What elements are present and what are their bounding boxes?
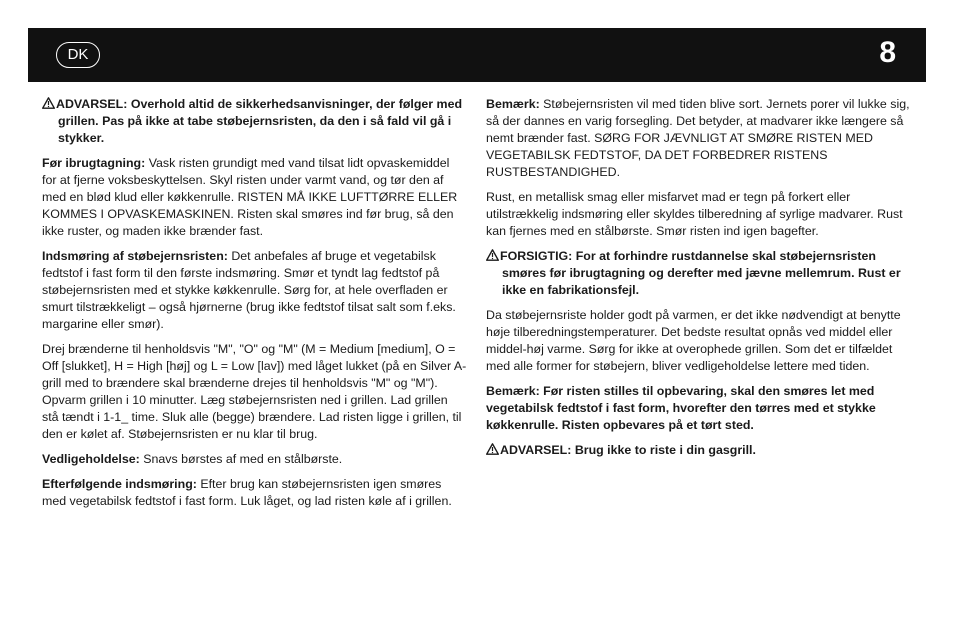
- note-title: Bemærk:: [486, 97, 540, 111]
- caution-label: FORSIGTIG:: [500, 249, 573, 263]
- maintenance-title: Vedligeholdelse:: [42, 452, 140, 466]
- caution-warning: [486, 248, 914, 299]
- before-use-title: Før ibrugtagning:: [42, 156, 146, 170]
- language-badge: DK: [56, 42, 100, 68]
- heat-paragraph: Da støbejernsriste holder godt på varmen, er det ikke nødvendigt at benytte høje tilberedningstemperaturer. Det bedste resultat opnås ved middel eller middel-høj varme. Sørg for ikke at overophede grillen. Som det er tilfældet med alle former for støbejern, bliver vedligeholdelse lettere med tiden.: [486, 308, 901, 373]
- note-section: [486, 96, 914, 181]
- maintenance-text: Snavs børstes af med en stålbørste.: [143, 452, 343, 466]
- seasoning-title: Indsmøring af støbejernsristen:: [42, 249, 228, 263]
- seasoning-section: [42, 248, 467, 333]
- warning-label: ADVARSEL:: [56, 97, 128, 111]
- before-use-section: [42, 155, 467, 240]
- warning-triangle-icon: [486, 442, 500, 459]
- left-column: [42, 96, 467, 518]
- warning-triangle-icon: [42, 96, 56, 113]
- warning-text: Overhold altid de sikkerhedsanvisninger, der følger med grillen. Pas på ikke at tabe støbejernsristen, da den i så fald vil gå i stykker.: [58, 97, 463, 145]
- header-bar: [28, 28, 926, 82]
- re-seasoning-title: Efterfølgende indsmøring:: [42, 477, 197, 491]
- page-number: 8: [879, 36, 896, 69]
- right-column: [486, 96, 914, 467]
- caution-text: For at forhindre rustdannelse skal støbejernsristen smøres før ibrugtagning og derefter med jævne mellemrum. Rust er ikke en fabrikationsfejl.: [502, 249, 901, 297]
- warning-triangle-icon: [486, 248, 500, 265]
- gas-warning-text: Brug ikke to riste i din gasgrill.: [574, 443, 756, 457]
- storage-note: Bemærk: Før risten stilles til opbevaring, skal den smøres let med vegetabilsk fedtstof i fast form, hvorefter den tørres med et stykke køkkenrulle. Risten opbevares på et tørt sted.: [486, 384, 876, 432]
- burners-paragraph: Drej brænderne til henholdsvis "M", "O" og "M" (M = Medium [medium], O = Off [slukket], H = High [høj] og L = Low [lav]) med låget lukket (på en Silver A-grill med to brændere skal brænderne drejes til henholdsvis "M" og "M"). Opvarm grillen i 10 minutter. Læg støbejernsristen ned i grillen. Lad grillen stå tændt i 1-1_ time. Sluk alle (begge) brændere. Lad risten ligge i grillen, til den er kølet af. Støbejernsristen er nu klar til brug.: [42, 342, 467, 441]
- gas-grill-warning: [486, 442, 914, 459]
- maintenance-section: [42, 451, 467, 468]
- re-seasoning-text: Efter brug kan støbejernsristen igen smøres med vegetabilsk fedtstof i fast form. Luk låget, og lad risten køle af i grillen.: [42, 477, 452, 508]
- seasoning-text: Det anbefales af bruge et vegetabilsk fedtstof i fast form til den første indsmøring. Smør et tyndt lag fedtstof på støbejernsristen med et stykke køkkenrulle. Sørg for, at hele overfladen er smurt tilstrækkeligt – også hjørnerne (brug ikke fedtstof tilsat salt som f.eks. margarine eller smør).: [42, 249, 456, 331]
- gas-warning-label: ADVARSEL:: [500, 443, 572, 457]
- before-use-text: Vask risten grundigt med vand tilsat lidt opvaskemiddel for at fjerne voksbeskyttelsen. Skyl risten under varmt vand, og tør den af med en blød klud eller køkkenrulle. RISTEN MÅ IKKE LUFTTØRRE ELLER KOMMES I OPVASKEMASKINEN. Risten skal smøres ind før brug, så den ikke ruster, og maden ikke brænder fast.: [42, 156, 458, 238]
- safety-warning: [42, 96, 467, 147]
- re-seasoning-section: [42, 476, 467, 510]
- note-text: Støbejernsristen vil med tiden blive sort. Jernets porer vil lukke sig, så der dannes en varig forsegling. Det betyder, at madvarer ikke længere så nemt brænder fast. SØRG FOR JÆVNLIGT AT SMØRE RISTEN MED VEGETABILSK FEDTSTOF, DA DET FORBEDRER RISTENS RUSTBESTANDIGHED.: [486, 97, 910, 179]
- rust-paragraph: Rust, en metallisk smag eller misfarvet mad er tegn på forkert eller utilstrækkelig indsmøring eller skyldes tilberedning af syrlige madvarer. Rust kan fjernes med en stålbørste. Smør risten ind igen bagefter.: [486, 190, 903, 238]
